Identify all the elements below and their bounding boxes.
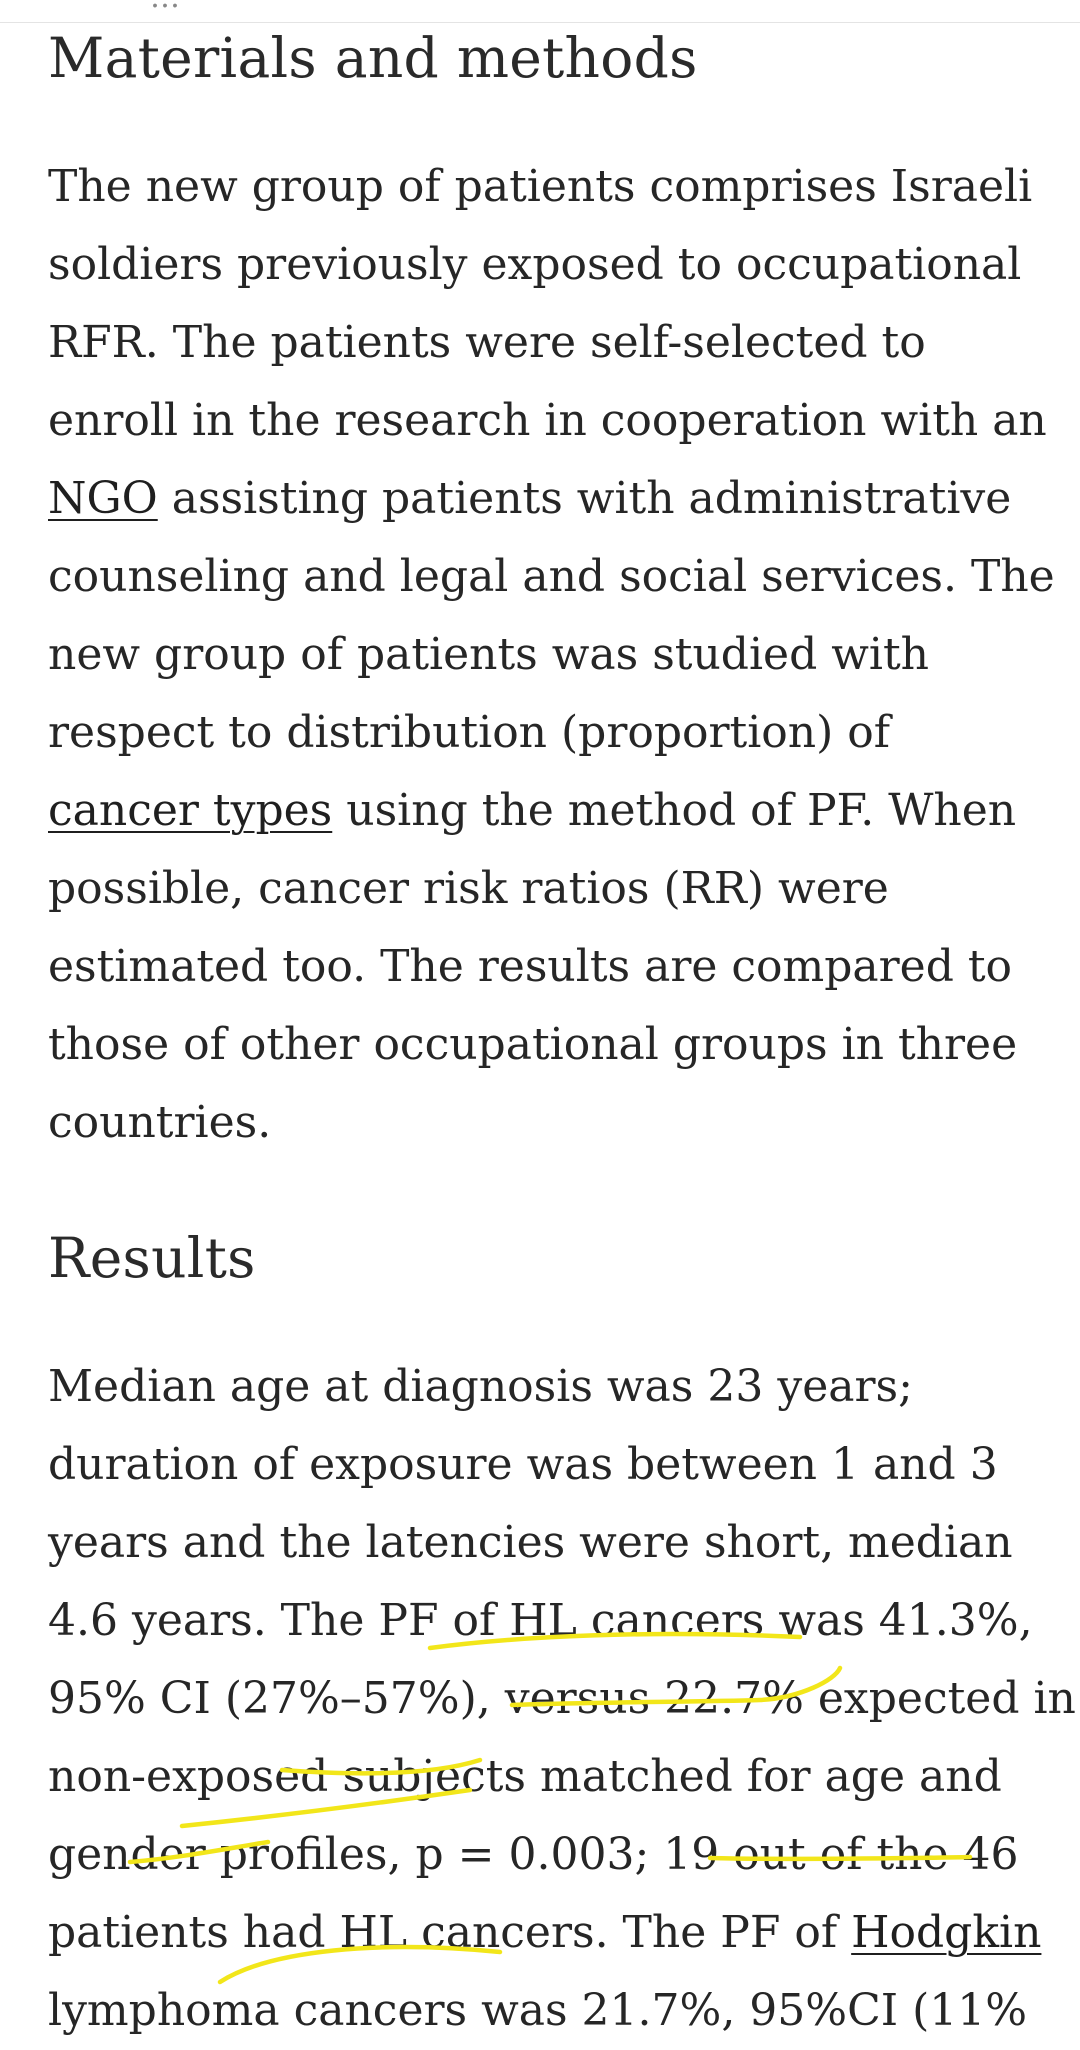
text-line: countries. (48, 1097, 272, 1148)
text-segment: patients had HL cancers. The PF of (48, 1907, 852, 1958)
text-line: lymphoma cancers was 21.7%, 95%CI (11% (48, 1985, 1028, 2036)
text-line: duration of exposure was between 1 and 3 (48, 1439, 998, 1490)
text-line (48, 1894, 1068, 1972)
section-heading-materials: Materials and methods (48, 26, 698, 90)
text-line: The new group of patients comprises Israeli (48, 161, 1033, 212)
text-line (48, 460, 1068, 538)
text-line: respect to distribution (proportion) of (48, 707, 891, 758)
previous-section-clip (0, 0, 1080, 23)
text-line: enroll in the research in cooperation with an (48, 395, 1047, 446)
text-segment: using the method of PF. When (332, 785, 1017, 836)
text-line: estimated too. The results are compared to (48, 941, 1013, 992)
text-line: Median age at diagnosis was 23 years; (48, 1361, 913, 1412)
text-line: soldiers previously exposed to occupational (48, 239, 1022, 290)
text-line: those of other occupational groups in three (48, 1019, 1018, 1070)
hodgkin-link[interactable]: Hodgkin (851, 1907, 1042, 1958)
cancer-types-link[interactable]: cancer types (48, 785, 333, 836)
text-line: RFR. The patients were self-selected to (48, 317, 926, 368)
text-line: 4.6 years. The PF of HL cancers was 41.3%, (48, 1595, 1033, 1646)
text-line: new group of patients was studied with (48, 629, 929, 680)
text-line: counseling and legal and social services. The (48, 551, 1055, 602)
clipped-text (150, 0, 180, 15)
text-line: 95% CI (27%–57%), versus 22.7% expected in (48, 1673, 1076, 1724)
text-line: possible, cancer risk ratios (RR) were (48, 863, 889, 914)
text-line (48, 772, 1068, 850)
text-segment: assisting patients with administrative (157, 473, 1012, 524)
text-line: non-exposed subjects matched for age and (48, 1751, 1002, 1802)
results-paragraph (48, 1348, 1076, 2036)
section-heading-results: Results (48, 1226, 256, 1290)
text-line: gender profiles, p = 0.003; 19 out of the 46 (48, 1829, 1019, 1880)
materials-paragraph (48, 148, 1068, 1162)
ngo-link[interactable]: NGO (48, 473, 158, 524)
text-line: years and the latencies were short, median (48, 1517, 1013, 1568)
